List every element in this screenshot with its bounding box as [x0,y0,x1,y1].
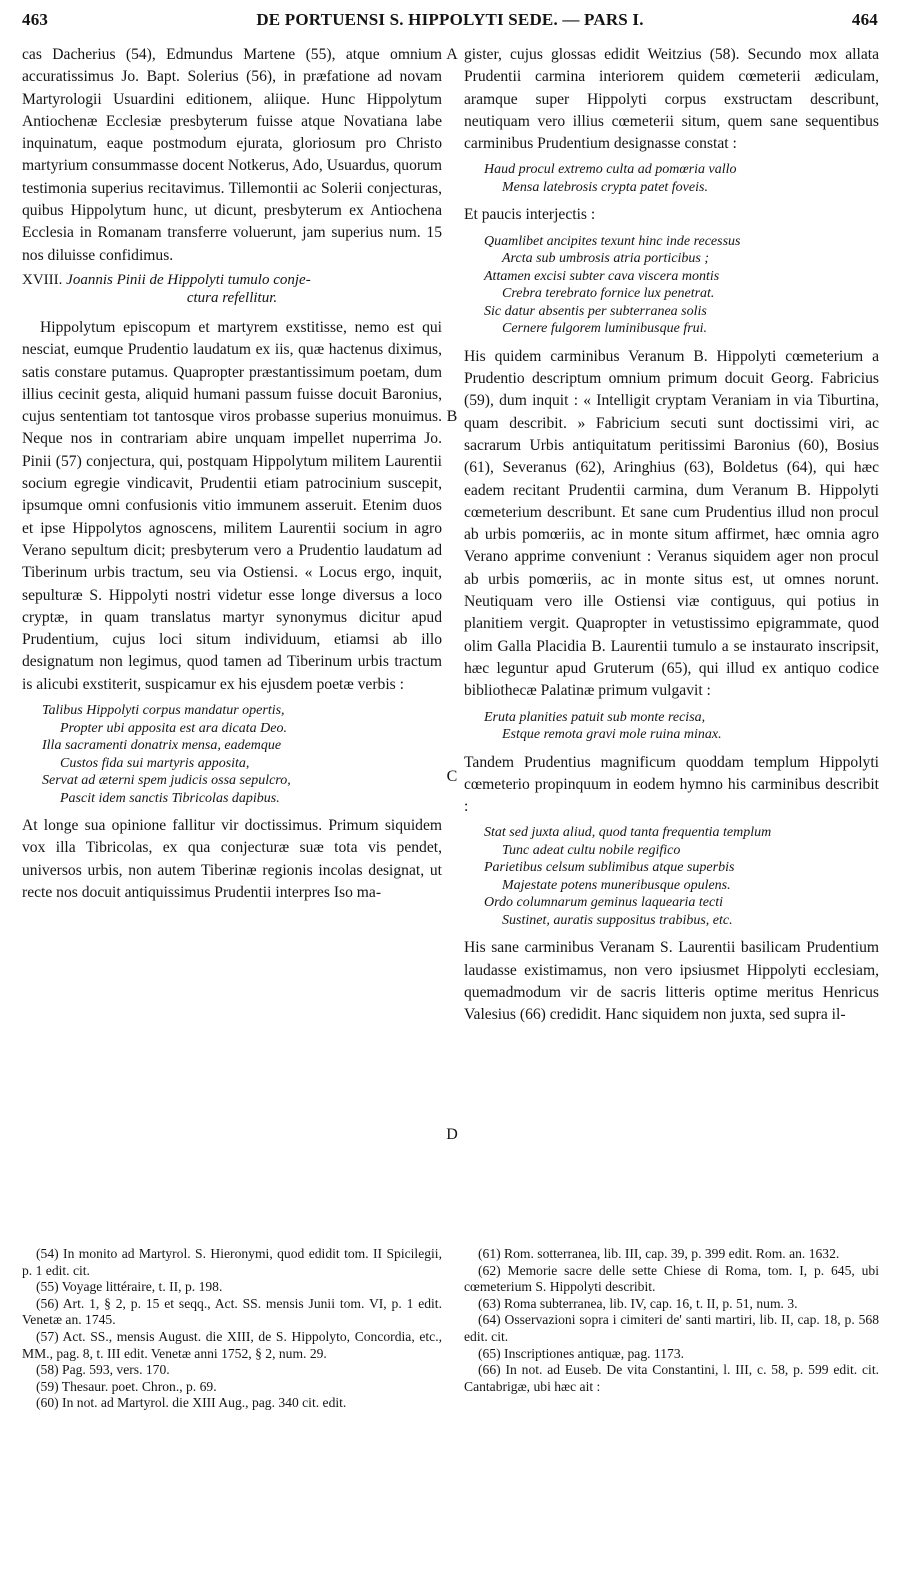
running-title: DE PORTUENSI S. HIPPOLYTI SEDE. — PARS I. [256,10,644,29]
right-column [464,44,879,1027]
verse-line: Mensa latebrosis crypta patet foveis. [502,179,708,195]
left-paragraph-3: At longe sua opinione fallitur vir doctissimus. Primum siquidem vox illa Tibricolas, ex qua conjecturæ suæ tota vis pendet, universos urbis, non autem Tiberinæ regionis incolas designat, ut recte nos docuit antiquissimus Prudentii interpres Iso ma- [22,817,442,901]
verse-line: Estque remota gravi mole ruina minax. [502,727,722,743]
footnote-57: (57) Act. SS., mensis August. die XIII, de S. Hippolyto, Concordia, etc., MM., pag. 8, t. III edit. Venetæ anni 1752, § 2, num. 29. [22,1328,442,1361]
footnotes-left [22,1246,442,1412]
footnote-55: (55) Voyage littéraire, t. II, p. 198. [36,1279,223,1295]
margin-letter-a: A [446,46,458,63]
right-paragraph-4: Tandem Prudentius magnificum quoddam templum Hippolyti cœmeterio propinquum in eodem hymno his carminibus describit : [464,753,879,816]
footnote-56: (56) Art. 1, § 2, p. 15 et seqq., Act. SS. mensis Junii tom. VI, p. 1 edit. Venetæ an. 1745. [22,1295,442,1328]
footnote-58: (58) Pag. 593, vers. 170. [36,1362,170,1378]
verse-line: Servat ad æterni spem judicis ossa sepulcro, [42,773,291,789]
right-paragraph-3: His quidem carminibus Veranum B. Hippolyti cœmeterium a Prudentio descriptum omnium primum docuit Georg. Fabricius (59), dum inquit : « Intelligit cryptam Veraniam in via Tiburtina, quam describit. » Fabricium secuti sunt doctissimi viri, ac sacrarum Urbis antiquitatum peritissimi Baronius (60), Bosius (61), Severanus (62), Aringhius (63), Boldetus (64), qui hæc eadem recitant Prudentii carmina, dum Veranum B. Hippolyti cœmeterium describunt. Et sane cum Prudentius illud non procul ab urbis pomœriis, ac in monte situm affirmet, hæc omnia agro Verano apprime conveniunt : Veranus siquidem ager non procul ab urbis pomœriis, ac in monte situs est, ut omnes norunt. Neutiquam vero ille Ostiensi viæ contiguus, qui potius in planitiem vergit. Quapropter in vetustissimo epigrammate, quod olim Galla Placidia B. Laurentii tumulo a se instaurato inscripsit, hæc leguntur apud Gruterum (65), qui illud ex antiquo codice bibliothecæ Palatinæ primum vulgavit : [464,347,879,700]
footnotes-right [464,1246,879,1395]
page-number-left: 463 [22,10,49,29]
section-heading [22,271,442,307]
margin-letter-c: C [446,768,458,785]
left-verse-block [22,702,442,807]
footnote-54: (54) In monito ad Martyrol. S. Hieronymi, quod edidit tom. II Spicilegii, p. 1 edit. cit. [22,1246,442,1278]
section-number: XVIII. [22,271,63,288]
footnote-62: (62) Memorie sacre delle sette Chiese di Roma, tom. I, p. 645, ubi cœmeterium S. Hippolyti describit. [464,1262,879,1295]
verse-line: Stat sed juxta aliud, quod tanta frequentia templum [484,825,772,841]
margin-letter-d: D [446,1126,458,1143]
verse-line: Quamlibet ancipites texunt hinc inde recessus [484,233,741,249]
verse-line: Crebra terebrato fornice lux penetrat. [502,286,715,302]
verse-line: Attamen excisi subter cava viscera montis [484,268,720,284]
right-verse-block-1 [464,161,879,196]
verse-line: Ordo columnarum geminus laquearia tecti [484,895,724,911]
section-title-line-1: Joannis Pinii de Hippolyti tumulo conje- [66,271,311,288]
footnote-60: (60) In not. ad Martyrol. die XIII Aug., pag. 340 cit. edit. [36,1395,347,1411]
footnote-59: (59) Thesaur. poet. Chron., p. 69. [36,1378,217,1394]
right-verse-block-3 [464,709,879,744]
footnote-61: (61) Rom. sotterranea, lib. III, cap. 39, p. 399 edit. Rom. an. 1632. [478,1246,840,1261]
verse-line: Illa sacramenti donatrix mensa, eademque [42,738,282,754]
verse-line: Talibus Hippolyti corpus mandatur opertis, [42,703,285,719]
footnote-66: (66) In not. ad Euseb. De vita Constantini, l. III, c. 58, p. 599 edit. cit. Cantabrigæ, ubi hæc ait : [464,1362,879,1394]
verse-line: Propter ubi apposita est ara dicata Deo. [60,720,287,736]
right-verse-block-2 [464,233,879,338]
footnote-65: (65) Inscriptiones antiquæ, pag. 1173. [478,1345,685,1361]
right-paragraph-5: His sane carminibus Veranam S. Laurentii basilicam Prudentium laudasse existimamus, non vero ipsiusmet Hippolyti ecclesiam, quemadmodum vir de sacris litteris optime meritus Henricus Valesius (66) credidit. Hanc siquidem non juxta, sed supra il- [464,939,879,1024]
left-paragraph-2: Hippolytum episcopum et martyrem exstitisse, nemo est qui nesciat, eumque Prudentio laudatum ex iis, quæ hactenus diximus, satis constare putamus. Quapropter præstantissimum poetam, dum illius cecinit gesta, aliquid humani passum fuisse docuit Baronius, cujus sententiam tot tantosque viros probasse superius monuimus. Neque nos in contrariam abire unquam impellet nuperrima Jo. Pinii (57) conjectura, qui, postquam Hippolytum militem Laurentii socium egregie vindicavit, Prudentii etiam patrocinium suscepit, ipsumque omni confusionis vitio immunem asseruit. Etenim duos et ipse Hippolytos agnoscens, militem Laurentii socium in agro Verano sepultum dicit; presbyterum vero a Prudentio laudatum ad Tiberinum urbis tractum, seu via Ostiensi. « Locus ergo, inquit, sepulturæ S. Hippolyti nostri videtur esse longe diversus a loco cryptæ, in quam translatus martyr synonymus dicitur apud Prudentium, cujus loci situm individuum, etiamsi ab illo designatum non legimus, quod tamen ad Tiberinum urbis tractum is alicubi exstiterit, suspicamur ex his ejusdem poetæ verbis : [22,318,442,693]
margin-letter-b: B [446,408,458,425]
right-paragraph-1: gister, cujus glossas edidit Weitzius (58). Secundo mox allata Prudentii carmina interiorem quidem cœmeterii ædiculam, aramque super Hippolyti corpus exstructam describunt, neutiquam vero illius cœmeterii situm, quem sane sequentibus carminibus Prudentium designasse constat : [464,46,879,153]
verse-line: Arcta sub umbrosis atria porticibus ; [502,251,710,267]
verse-line: Pascit idem sanctis Tibricolas dapibus. [60,790,280,806]
footnote-63: (63) Roma subterranea, lib. IV, cap. 16, t. II, p. 51, num. 3. [478,1295,798,1311]
right-paragraph-2: Et paucis interjectis : [464,206,596,224]
left-paragraph-1: cas Dacherius (54), Edmundus Martene (55), atque omnium accuratissimus Jo. Bapt. Solerius (56), in præfatione ad novam Martyrologii Usuardini editionem, aliique. Hunc Hippolytum Antiochenæ Ecclesiæ presbyterum fuisse atque Novatiana labe inquinatum, eaque postmodum ejurata, gloriosum pro Christo martyrium consummasse docent Notkerus, Ado, Usuardus, quorum testimonia superius recitavimus. Tillemontii ac Solerii conjecturas, quibus Hippolytum hunc, ut dicunt, presbyterum ex Antiochena Ecclesia in Romanam transferre voluerunt, jam superius num. 15 nos diluisse confidimus. [22,46,442,264]
verse-line: Eruta planities patuit sub monte recisa, [484,709,706,725]
left-column [22,44,442,904]
right-verse-block-4 [464,824,879,929]
verse-line: Sic datur absentis per subterranea solis [484,303,707,319]
page-number-right: 464 [851,10,878,29]
verse-line: Tunc adeat cultu nobile regifico [502,842,681,858]
verse-line: Cernere fulgorem luminibusque frui. [502,321,708,337]
section-title-line-2: ctura refellitur. [186,289,278,306]
verse-line: Haud procul extremo culta ad pomœria vallo [484,162,737,178]
verse-line: Sustinet, auratis suppositus trabibus, etc. [502,912,733,928]
verse-line: Majestate potens muneribusque opulens. [502,877,731,893]
footnote-64: (64) Osservazioni sopra i cimiteri de' santi martiri, lib. II, cap. 18, p. 568 edit. cit. [464,1312,879,1344]
running-header [22,4,878,34]
verse-line: Parietibus celsum sublimibus atque superbis [484,860,735,876]
verse-line: Custos fida sui martyris apposita, [60,755,250,771]
